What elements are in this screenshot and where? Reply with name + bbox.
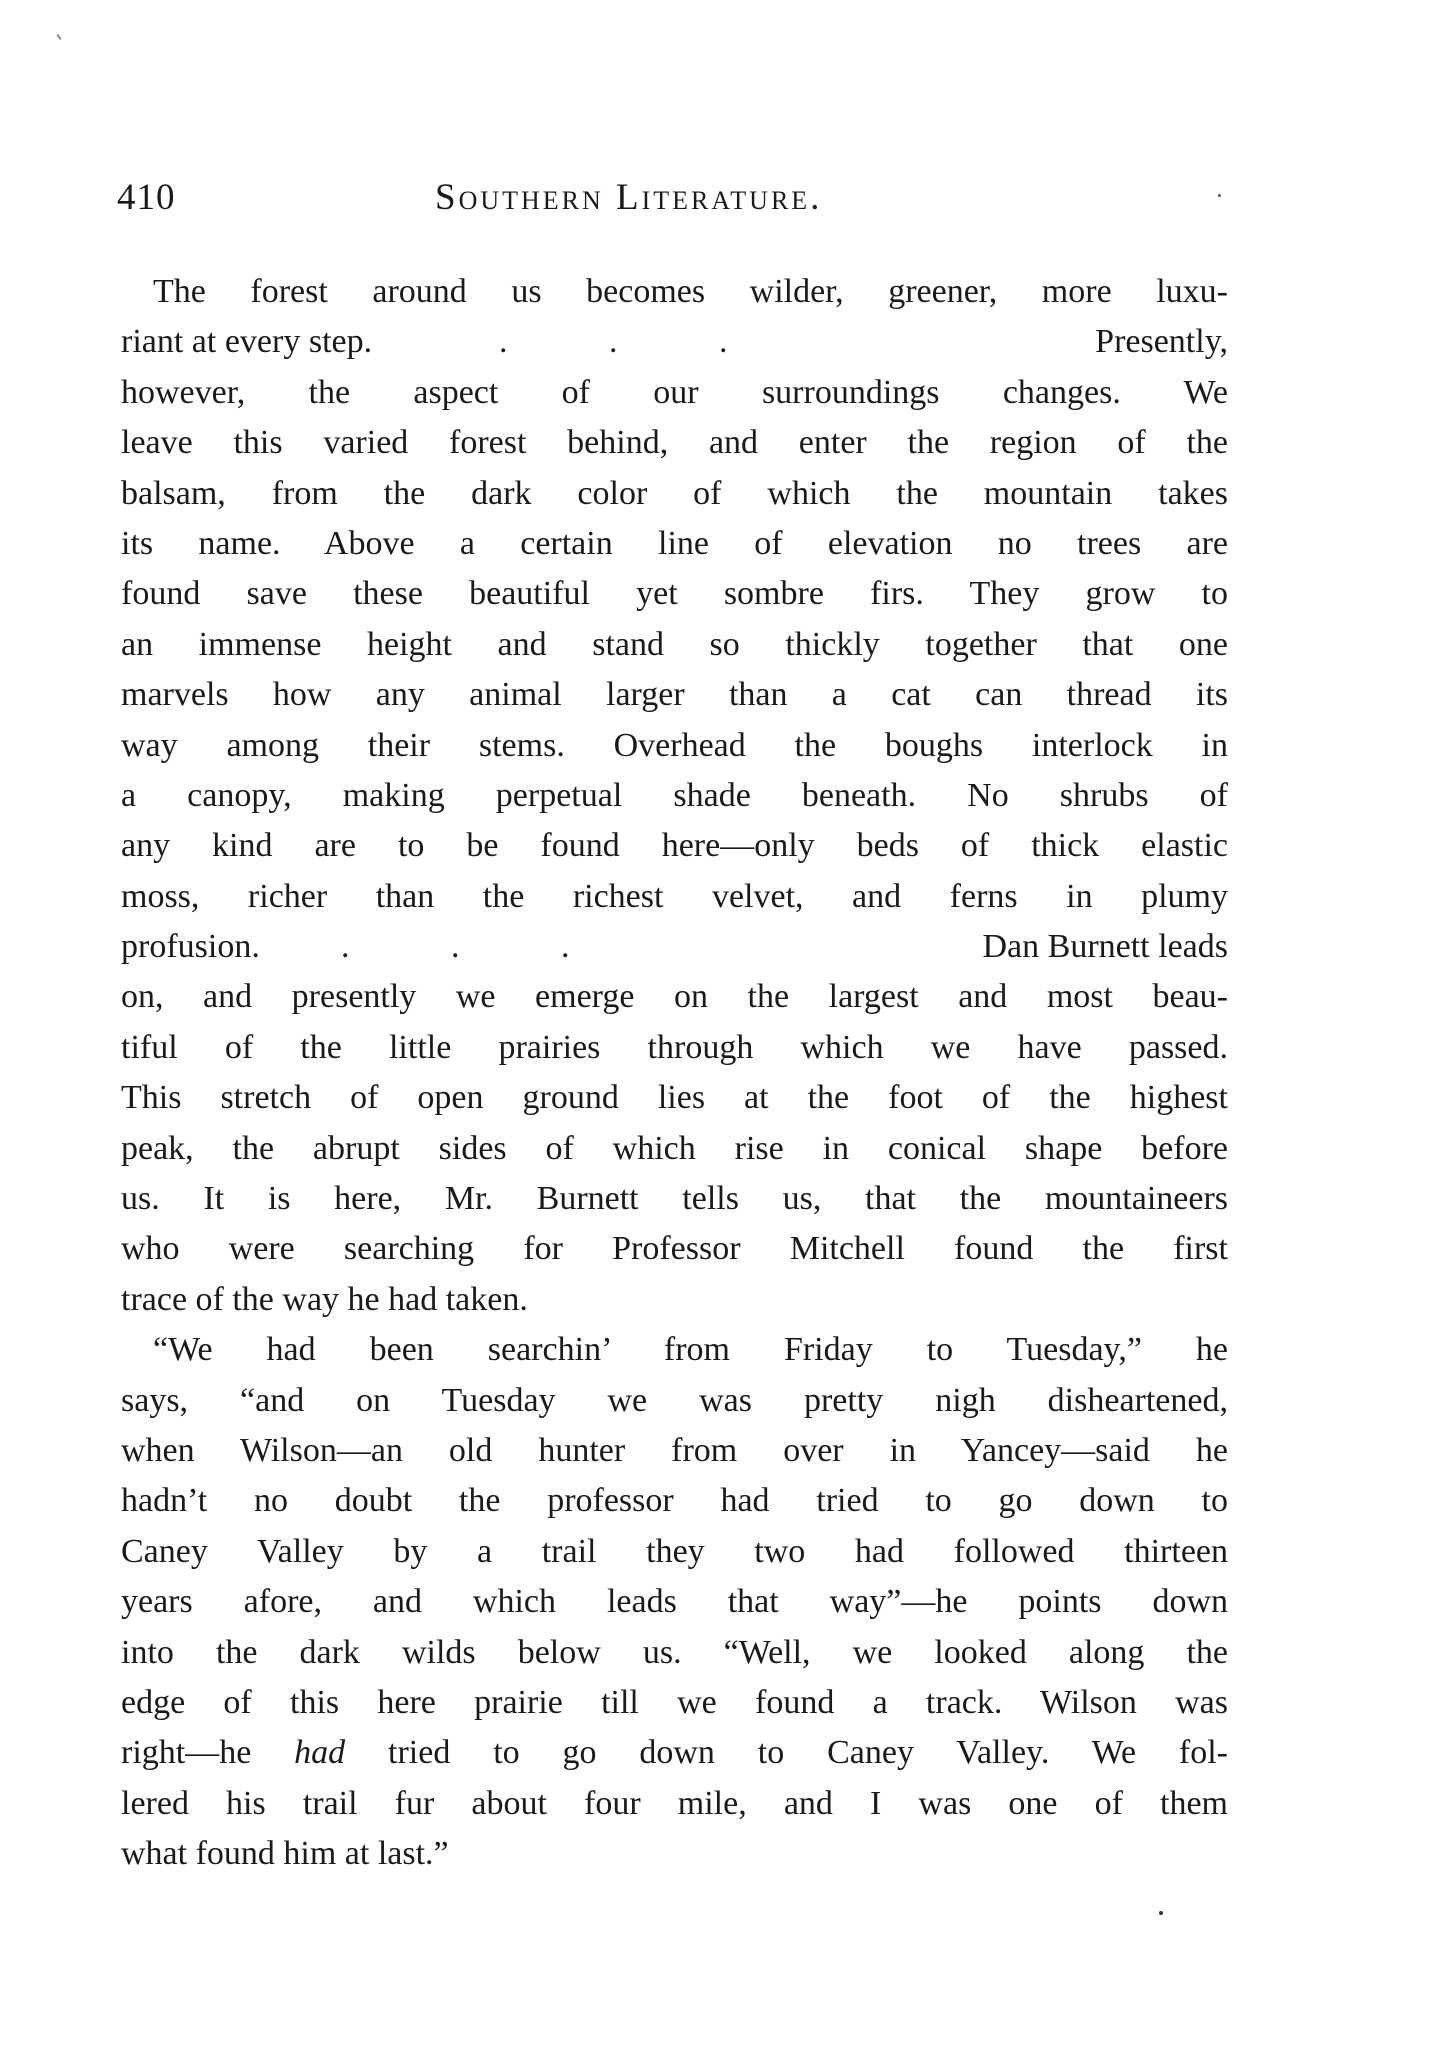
paragraph-1 xyxy=(121,267,1228,1325)
text-line: on, and presently we emerge on the largest and most beau- xyxy=(121,978,1228,1016)
text-line: “We had been searchin’ from Friday to Tuesday,” he xyxy=(153,1331,1228,1369)
text-line: what found him at last.” xyxy=(121,1835,449,1873)
text-line: Caney Valley by a trail they two had followed thirteen xyxy=(121,1532,1228,1570)
text-line: tiful of the little prairies through which we have passed. xyxy=(121,1028,1228,1066)
ellipsis-dot: . xyxy=(609,323,618,361)
text-line: us. It is here, Mr. Burnett tells us, that the mountaineers xyxy=(121,1180,1228,1218)
page-header xyxy=(117,176,1227,226)
text-line: way among their stems. Overhead the boughs interlock in xyxy=(121,726,1228,764)
italic-word: had xyxy=(294,1734,346,1772)
text-segment: tried to go down to Caney Valley. We fol- xyxy=(388,1734,1228,1772)
ellipsis-dot: . xyxy=(561,928,570,966)
text-segment: Dan Burnett leads xyxy=(982,928,1228,966)
ellipsis-dot: . xyxy=(499,323,508,361)
text-line-ellipsis xyxy=(121,317,1228,367)
paragraph-2 xyxy=(121,1325,1228,1879)
text-line: marvels how any animal larger than a cat can thread its xyxy=(121,676,1228,714)
text-line: into the dark wilds below us. “Well, we looked along the xyxy=(121,1633,1228,1671)
text-line: however, the aspect of our surroundings changes. We xyxy=(121,373,1228,411)
text-line: its name. Above a certain line of elevation no trees are xyxy=(121,524,1228,562)
text-segment: right—he xyxy=(121,1734,252,1772)
text-line: who were searching for Professor Mitchell found the first xyxy=(121,1230,1228,1268)
text-line: edge of this here prairie till we found a track. Wilson was xyxy=(121,1683,1228,1721)
text-line: The forest around us becomes wilder, greener, more luxu- xyxy=(153,273,1228,310)
text-line: balsam, from the dark color of which the mountain takes xyxy=(121,474,1228,512)
text-line: peak, the abrupt sides of which rise in conical shape before xyxy=(121,1129,1228,1167)
text-line: This stretch of open ground lies at the foot of the highest xyxy=(121,1079,1228,1117)
text-line-italic xyxy=(121,1728,1228,1778)
page-number: 410 xyxy=(117,177,176,218)
ellipsis-dot: . xyxy=(451,928,460,966)
ellipsis-dot: . xyxy=(719,323,728,361)
text-segment: Presently, xyxy=(1095,323,1228,361)
text-line: found save these beautiful yet sombre firs. They grow to xyxy=(121,575,1228,613)
text-line: lered his trail fur about four mile, and I was one of them xyxy=(121,1784,1228,1822)
body-text xyxy=(121,267,1228,1880)
ellipsis-dot: . xyxy=(341,928,350,966)
text-line: an immense height and stand so thickly together that one xyxy=(121,625,1228,663)
text-line: trace of the way he had taken. xyxy=(121,1280,528,1318)
text-segment: profusion. xyxy=(121,928,260,966)
page-speck xyxy=(1159,1911,1163,1915)
text-line: leave this varied forest behind, and enter the region of the xyxy=(121,424,1228,462)
scan-mark xyxy=(56,34,61,40)
text-line: when Wilson—an old hunter from over in Yancey—said he xyxy=(121,1431,1228,1469)
running-title: Southern Literature. xyxy=(435,177,823,218)
text-line: any kind are to be found here—only beds of thick elastic xyxy=(121,827,1228,865)
text-segment: riant at every step. xyxy=(121,323,373,361)
text-line: years afore, and which leads that way”—he points down xyxy=(121,1583,1228,1621)
text-line: a canopy, making perpetual shade beneath. No shrubs of xyxy=(121,776,1228,814)
text-line-ellipsis xyxy=(121,922,1228,972)
text-line: says, “and on Tuesday we was pretty nigh disheartened, xyxy=(121,1381,1228,1419)
text-line: moss, richer than the richest velvet, and ferns in plumy xyxy=(121,877,1228,915)
text-line: hadn’t no doubt the professor had tried to go down to xyxy=(121,1482,1228,1520)
header-speck xyxy=(1218,194,1221,197)
